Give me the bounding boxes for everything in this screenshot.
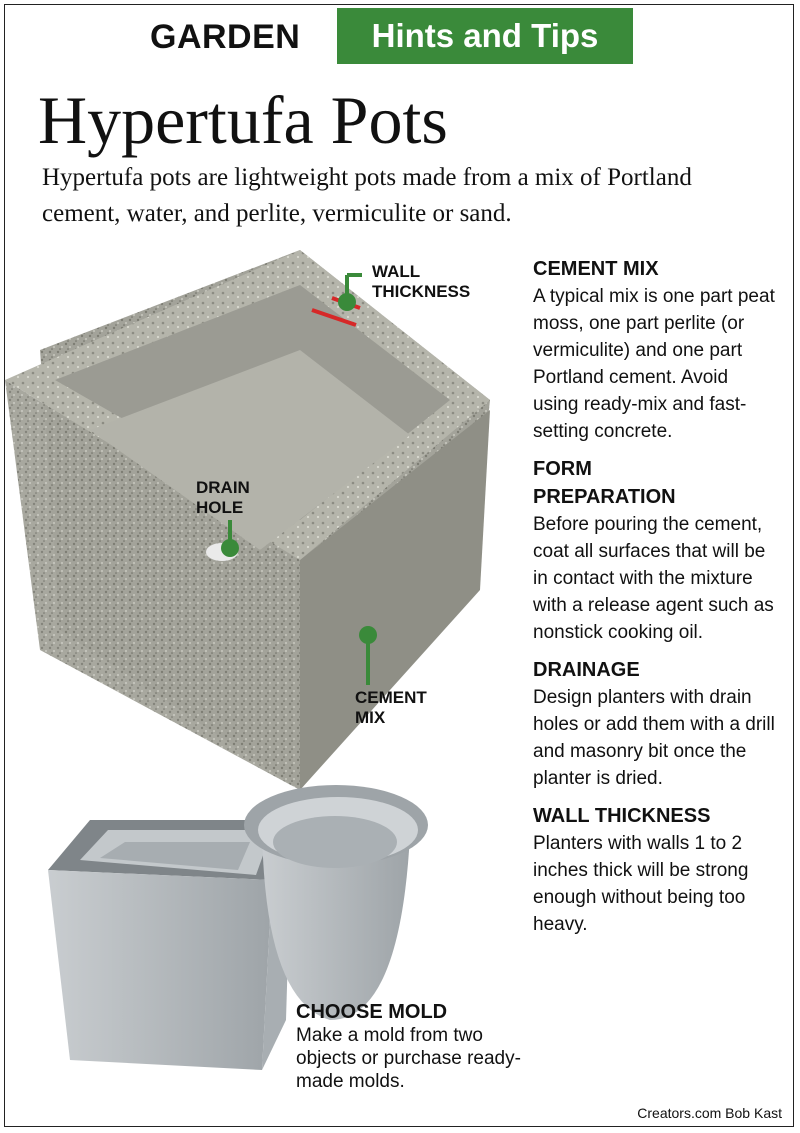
section-body: Make a mold from two objects or purchase ready-made molds. [296,1025,521,1092]
cement-mix-label [355,688,427,728]
cement-label-line1: CEMENT [355,688,427,707]
page-title: Hypertufa Pots [38,82,448,158]
section-body: Planters with walls 1 to 2 inches thick will be strong enough without being too heavy. [533,833,749,935]
wall-thickness-label [372,262,470,302]
tips-column [533,255,778,948]
header-garden: GARDEN [150,18,301,56]
section-body: A typical mix is one part peat moss, one part perlite (or vermiculite) and one part Portland cement. Avoid using ready-mix and fast-setting concrete. [533,286,775,442]
section-body: Before pouring the cement, coat all surfaces that will be in contact with the mixture with a release agent such as nonstick cooking oil. [533,514,774,643]
section-drainage [533,656,778,792]
drain-hole-label [196,478,250,518]
section-heading: FORM PREPARATION [533,458,676,508]
wall-label-line2: THICKNESS [372,282,471,301]
pot-illustration [0,230,520,1100]
section-cement-mix [533,255,778,445]
drain-label-line2: HOLE [196,498,244,517]
drain-label-line1: DRAIN [196,478,250,497]
section-heading: DRAINAGE [533,659,640,681]
wall-label-line1: WALL [372,262,421,281]
cement-label-line2: MIX [355,708,386,727]
section-choose-mold [296,1000,528,1103]
section-heading: WALL THICKNESS [533,805,711,827]
intro-text: Hypertufa pots are lightweight pots made from a mix of Portland cement, water, and perlite, vermiculite or sand. [42,164,692,227]
section-heading: CEMENT MIX [533,258,659,280]
section-form-preparation [533,455,778,646]
square-mold [48,820,292,1070]
header-tag: Hints and Tips [337,8,633,64]
section-wall-thickness [533,802,778,938]
section-body: Design planters with drain holes or add them with a drill and masonry bit once the planter is dried. [533,687,775,789]
credit-line: Creators.com Bob Kast [637,1105,782,1121]
section-heading: CHOOSE MOLD [296,1001,448,1023]
